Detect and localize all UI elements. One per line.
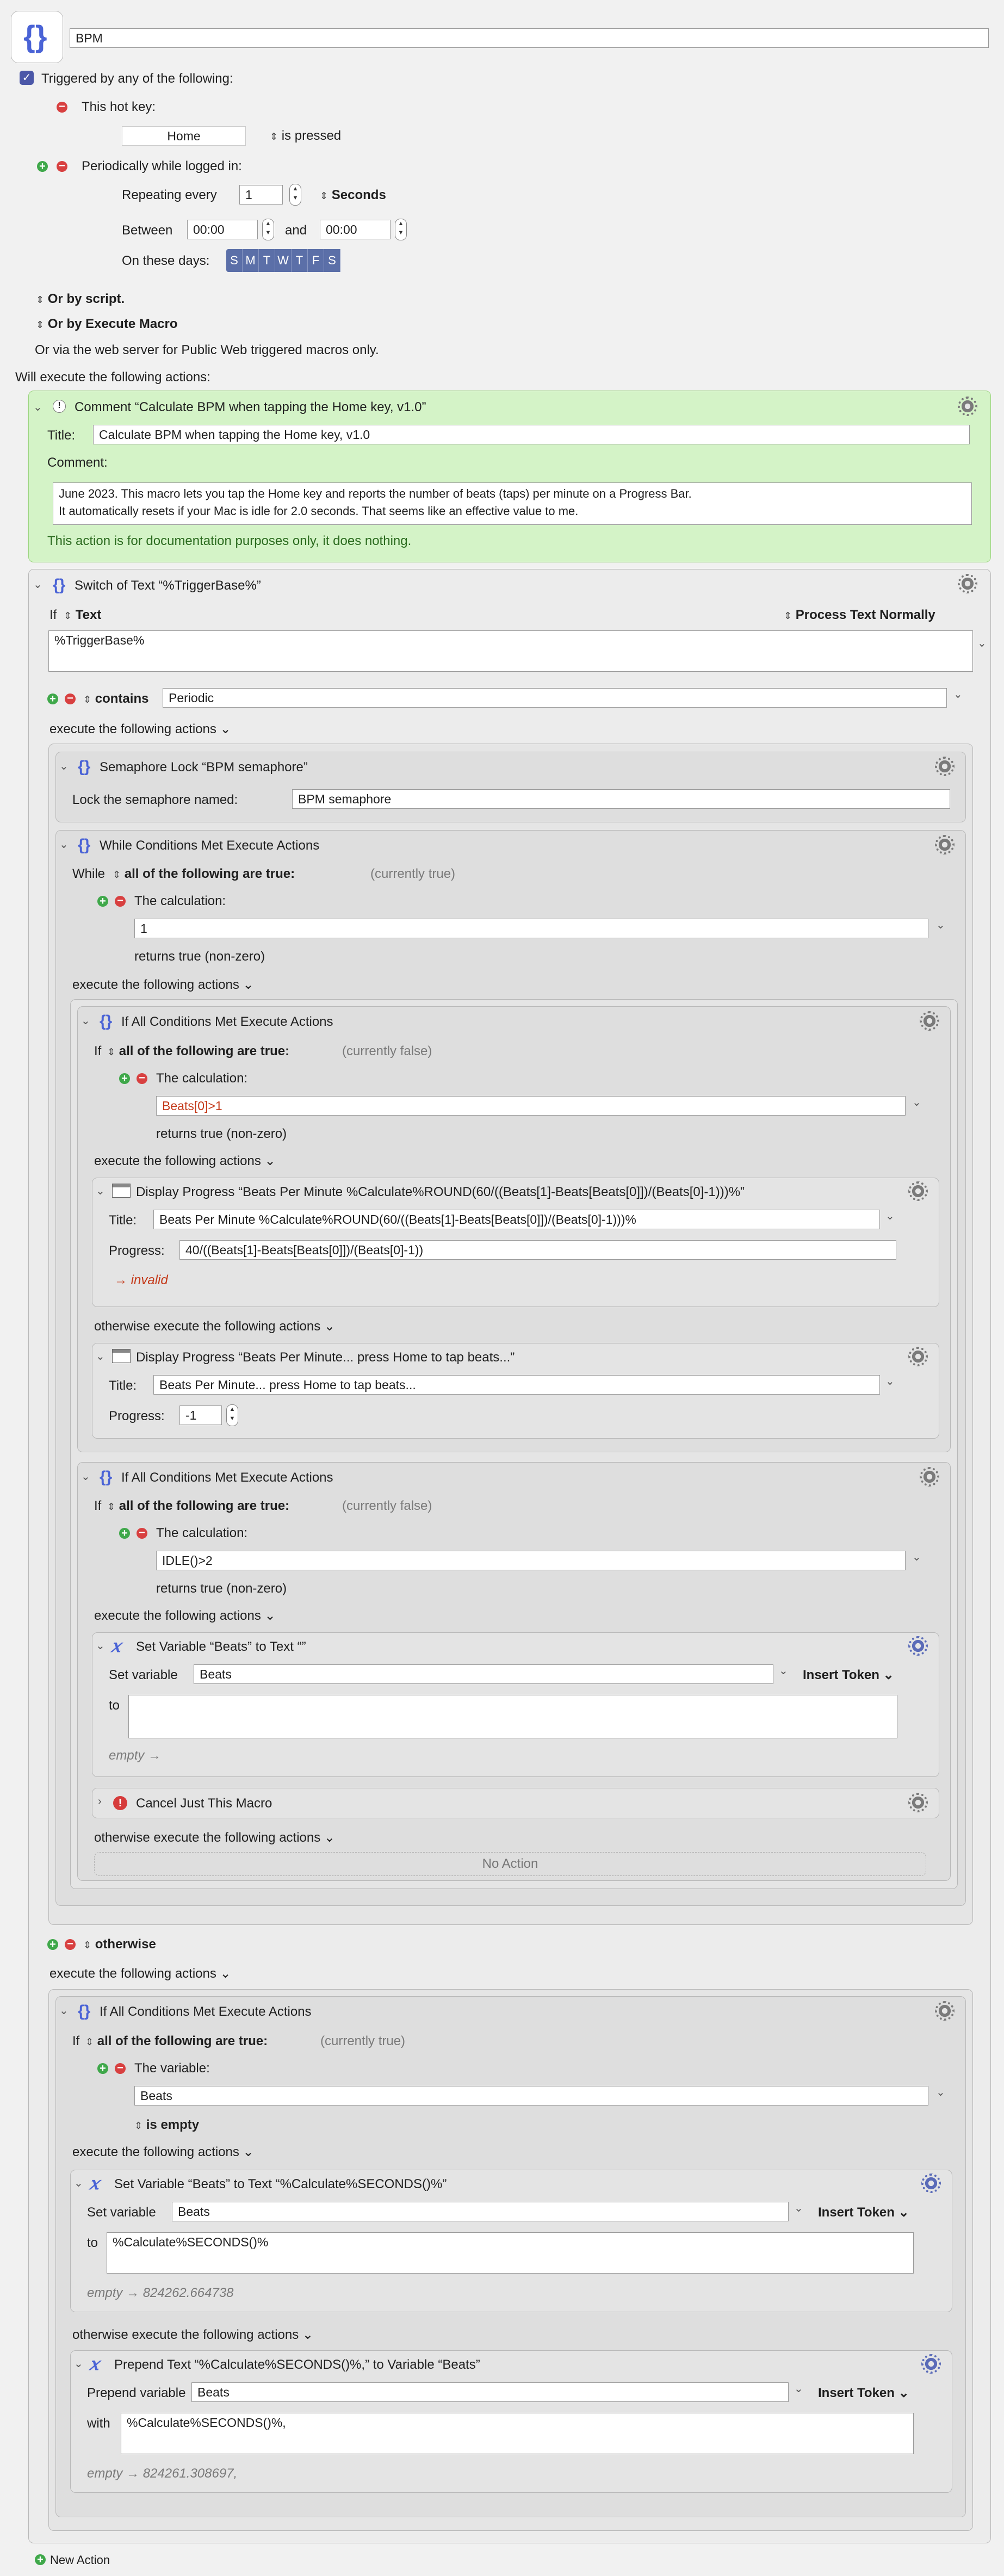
progress1-result: → invalid [114,1273,168,1287]
prepend-label: Prepend variable [87,2386,186,2400]
while-calc-field[interactable]: 1 [134,919,928,938]
setvar1-to-field[interactable] [128,1695,897,1738]
disclosure-chevron-icon[interactable]: ⌄ [74,2177,83,2189]
variable-x-icon: 𝑥 [89,2173,100,2194]
updown-icon: ⇕ [36,319,45,330]
disclosure-chevron-icon[interactable]: ⌄ [33,401,42,413]
gear-icon[interactable] [935,835,955,854]
progress2-stepper[interactable]: ▲ ▼ [226,1404,238,1426]
comment-text-area[interactable] [53,482,972,525]
chevron-down-icon: ⌄ [264,1608,276,1623]
updown-icon: ⇕ [320,190,329,201]
if2-status: (currently false) [342,1498,432,1513]
new-action-button[interactable]: New Action [50,2553,110,2567]
set-variable-action [70,2170,952,2312]
updown-icon: ⇕ [36,294,45,305]
if1-header: If All Conditions Met Execute Actions [121,1014,333,1029]
macro-icon [11,11,63,63]
if2-otherwise-label[interactable]: otherwise execute the following actions ⌄ [94,1830,336,1845]
between-start-stepper[interactable]: ▲ ▼ [262,219,274,240]
add-condition-button[interactable]: + [119,1073,130,1084]
if1-status: (currently false) [342,1044,432,1058]
while-action [55,830,966,1906]
semaphore-action [55,752,966,822]
repeating-stepper[interactable]: ▲ ▼ [289,184,301,206]
updown-icon: ⇕ [64,610,72,621]
remove-case-button[interactable]: − [65,693,76,704]
chevron-down-icon: ⌄ [220,722,231,736]
progress2-title-field[interactable]: Beats Per Minute... press Home to tap beats... [153,1375,880,1395]
if3-if-label: If [72,2034,80,2048]
window-icon [112,1184,131,1198]
progress2-progress-field[interactable]: -1 [179,1405,222,1425]
gear-icon[interactable] [908,1793,928,1812]
remove-condition-button[interactable]: − [115,2063,126,2074]
chevron-down-icon: ⌄ [898,2386,909,2400]
comment-line-1: June 2023. This macro lets you tap the Home key and reports the number of beats (taps) per minute on a Progress Bar. [59,487,692,500]
hotkey-state-popup[interactable]: ⇕ is pressed [270,128,342,143]
case-actions-container [48,744,973,1925]
disclosure-chevron-icon[interactable]: ⌄ [81,1471,90,1483]
remove-periodic-trigger[interactable]: − [57,161,67,172]
updown-icon: ⇕ [107,1046,116,1057]
updown-icon: ⇕ [113,869,121,880]
updown-icon: ⇕ [270,131,278,142]
disclosure-chevron-icon[interactable]: ⌄ [74,2358,83,2370]
add-condition-button[interactable]: + [97,896,108,907]
chevron-down-icon: ⌄ [220,1966,231,1981]
stop-icon: ! [113,1796,127,1810]
comment-action [28,391,991,562]
chevron-down-icon: ⌄ [243,2145,254,2159]
days-segmented-control [226,249,400,272]
gear-icon[interactable] [908,1636,928,1656]
if3-var-label: The variable: [134,2061,210,2076]
semaphore-label: Lock the semaphore named: [72,792,238,807]
braces-icon: {} [100,1012,113,1030]
add-trigger-button[interactable]: + [37,161,48,172]
updown-icon: ⇕ [134,2120,143,2131]
while-actions-container [70,999,958,1889]
comment-header: Comment “Calculate BPM when tapping the Home key, v1.0” [75,400,426,414]
chevron-down-icon[interactable]: ⌄ [912,1551,921,1563]
if1-execute-label[interactable]: execute the following actions ⌄ [94,1154,276,1168]
process-text-popup[interactable]: ⇕ Process Text Normally [784,608,935,622]
setvar2-insert-token[interactable]: Insert Token ⌄ [818,2205,909,2220]
comment-body-label: Comment: [47,455,108,470]
add-case-button[interactable]: + [47,693,58,704]
if1-calc-label: The calculation: [156,1071,248,1086]
disclosure-chevron-right-icon[interactable]: › [98,1795,102,1807]
progress2-progress-label: Progress: [109,1409,165,1423]
no-action-placeholder [94,1852,926,1876]
prepend-insert-token[interactable]: Insert Token ⌄ [818,2386,909,2400]
gear-icon[interactable] [958,397,977,416]
setvar2-to-label: to [87,2236,98,2250]
setvar1-insert-token[interactable]: Insert Token ⌄ [803,1668,894,1682]
if3-header: If All Conditions Met Execute Actions [100,2004,312,2019]
day-tuesday[interactable]: T [259,249,275,272]
between-end-stepper[interactable]: ▲ ▼ [395,219,407,240]
and-label: and [285,223,307,238]
chevron-down-icon[interactable]: ⌄ [936,2086,945,2098]
remove-condition-button[interactable]: − [137,1073,147,1084]
variable-x-icon: 𝑥 [111,1636,121,1656]
gear-icon[interactable] [921,2174,941,2193]
chevron-down-icon[interactable]: ⌄ [779,1665,788,1677]
comment-title-label: Title: [47,428,76,443]
comment-line-2: It automatically resets if your Mac is idle for 2.0 seconds. That seems like an effective value to me. [59,504,579,518]
progress1-title-field[interactable]: Beats Per Minute %Calculate%ROUND(60/((Beats[1]-Beats[Beats[0]])/(Beats[0]-1)))% [153,1210,880,1229]
gear-icon[interactable] [920,1467,939,1487]
setvar1-var-field[interactable]: Beats [194,1664,773,1684]
setvar2-header: Set Variable “Beats” to Text “%Calculate%SECONDS()%” [114,2177,447,2191]
comment-title-field[interactable]: Calculate BPM when tapping the Home key, v1.0 [93,425,970,444]
prepend-with-label: with [87,2416,110,2431]
switch-if-label: If [49,608,57,622]
day-saturday[interactable]: S [324,249,340,272]
between-label: Between [122,223,173,238]
between-end-field[interactable]: 00:00 [320,220,391,239]
cancel-macro-action [92,1788,939,1818]
or-by-execute-popup[interactable]: ⇕ Or by Execute Macro [36,317,178,331]
setvar1-header: Set Variable “Beats” to Text “” [136,1639,306,1654]
setvar1-to-label: to [109,1698,120,1713]
updown-icon: ⇕ [83,1940,92,1950]
if1-otherwise-label[interactable]: otherwise execute the following actions ⌄ [94,1319,336,1334]
semaphore-name-field[interactable]: BPM semaphore [292,789,950,809]
while-label: While [72,866,106,881]
prepend-var-field[interactable]: Beats [191,2382,789,2402]
day-wednesday[interactable]: W [275,249,292,272]
disclosure-chevron-icon[interactable]: ⌄ [96,1185,105,1197]
updown-icon: ⇕ [107,1501,116,1512]
will-execute-label: Will execute the following actions: [15,370,210,385]
progress1-title-label: Title: [109,1213,137,1228]
repeating-field[interactable]: 1 [239,185,283,205]
if3-is-empty-popup[interactable]: ⇕ is empty [134,2117,200,2132]
while-status: (currently true) [370,866,456,881]
chevron-down-icon: ⌄ [898,2205,909,2220]
updown-icon: ⇕ [83,694,92,705]
gear-icon[interactable] [958,574,977,593]
gear-icon[interactable] [908,1347,928,1366]
switch-text-field[interactable]: %TriggerBase% [48,630,973,672]
semaphore-header: Semaphore Lock “BPM semaphore” [100,760,308,775]
new-action-icon[interactable]: + [35,2554,46,2565]
while-execute-label[interactable]: execute the following actions ⌄ [72,977,254,992]
disclosure-chevron-icon[interactable]: ⌄ [59,760,69,772]
progress2-header: Display Progress “Beats Per Minute... press Home to tap beats...” [136,1350,515,1365]
periodic-label: Periodically while logged in: [82,159,242,174]
while-header: While Conditions Met Execute Actions [100,838,320,853]
between-start-field[interactable]: 00:00 [187,220,258,239]
add-condition-button[interactable]: + [97,2063,108,2074]
progress1-progress-label: Progress: [109,1243,165,1258]
if2-header: If All Conditions Met Execute Actions [121,1470,333,1485]
prepend-with-field[interactable]: %Calculate%SECONDS()%, [121,2413,914,2454]
if3-var-field[interactable]: Beats [134,2086,928,2106]
repeating-unit-popup[interactable]: ⇕ Seconds [320,188,386,202]
repeating-label: Repeating every [122,188,217,202]
if2-execute-label[interactable]: execute the following actions ⌄ [94,1608,276,1623]
comment-icon: ! [53,400,66,413]
if-beats-action [77,1006,951,1452]
chevron-down-icon: ⌄ [883,1668,894,1682]
add-case-button[interactable]: + [47,1939,58,1950]
chevron-down-icon: ⌄ [324,1319,336,1334]
if1-if-label: If [94,1044,102,1058]
day-thursday[interactable]: T [292,249,308,272]
or-web-label: Or via the web server for Public Web triggered macros only. [35,343,379,357]
triggered-checkbox[interactable]: ✓ [20,71,34,85]
switch-text-popup[interactable]: ⇕ Text [64,608,102,622]
day-friday[interactable]: F [308,249,324,272]
prepend-header: Prepend Text “%Calculate%SECONDS()%,” to Variable “Beats” [114,2357,480,2372]
otherwise-case-popup[interactable]: ⇕ otherwise [83,1937,156,1952]
chevron-down-icon[interactable]: ⌄ [977,637,987,649]
comment-footer: This action is for documentation purposes only, it does nothing. [47,534,412,548]
chevron-down-icon: ⌄ [302,2327,314,2342]
updown-icon: ⇕ [784,610,792,621]
if1-returns: returns true (non-zero) [156,1126,287,1141]
window-icon [112,1349,131,1363]
disclosure-chevron-icon[interactable]: ⌄ [59,2005,69,2017]
otherwise-execute-label[interactable]: execute the following actions ⌄ [49,1966,231,1981]
switch-header: Switch of Text “%TriggerBase%” [75,578,261,593]
setvar2-to-field[interactable]: %Calculate%SECONDS()% [107,2232,914,2274]
chevron-down-icon[interactable]: ⌄ [794,2383,803,2395]
if3-status: (currently true) [320,2034,406,2048]
braces-icon: {} [78,2002,91,2020]
case-execute-label[interactable]: execute the following actions ⌄ [49,722,231,736]
remove-hotkey-trigger[interactable]: − [57,102,67,113]
chevron-down-icon[interactable]: ⌄ [912,1097,921,1109]
braces-icon: {} [23,19,47,53]
disclosure-chevron-icon[interactable]: ⌄ [96,1351,105,1363]
progress1-progress-field[interactable]: 40/((Beats[1]-Beats[Beats[0]])/(Beats[0]-1)) [179,1240,896,1260]
if2-cond-popup[interactable]: ⇕ all of the following are true: [107,1498,290,1513]
disclosure-chevron-icon[interactable]: ⌄ [59,839,69,851]
setvar1-result: empty → [109,1748,162,1763]
if1-cond-popup[interactable]: ⇕ all of the following are true: [107,1044,290,1058]
if2-if-label: If [94,1498,102,1513]
chevron-down-icon[interactable]: ⌄ [885,1210,895,1222]
if2-calc-field[interactable]: IDLE()>2 [156,1551,906,1570]
disclosure-chevron-icon[interactable]: ⌄ [96,1640,105,1652]
braces-icon: {} [78,836,91,854]
display-progress-action [92,1178,939,1307]
prepend-variable-action [70,2350,952,2493]
gear-icon[interactable] [935,2001,955,2021]
if2-calc-label: The calculation: [156,1526,248,1540]
add-condition-button[interactable]: + [119,1528,130,1539]
gear-icon[interactable] [908,1181,928,1201]
day-sunday[interactable]: S [226,249,243,272]
chevron-down-icon: ⌄ [264,1154,276,1168]
if3-cond-popup[interactable]: ⇕ all of the following are true: [85,2034,268,2048]
cancel-header: Cancel Just This Macro [136,1796,272,1811]
disclosure-chevron-icon[interactable]: ⌄ [81,1015,90,1027]
setvar2-result: empty → 824262.664738 [87,2286,234,2300]
hotkey-field[interactable]: Home [122,126,246,146]
days-label: On these days: [122,253,210,268]
if-idle-action [77,1462,951,1881]
if2-returns: returns true (non-zero) [156,1581,287,1596]
case-value-field[interactable]: Periodic [163,688,947,708]
chevron-down-icon: ⌄ [324,1830,336,1845]
gear-icon[interactable] [920,1011,939,1031]
gear-icon[interactable] [921,2354,941,2374]
case-contains-popup[interactable]: ⇕ contains [83,691,149,706]
if-beats-empty-action [55,1996,966,2517]
set-variable-action [92,1632,939,1777]
setvar1-set-label: Set variable [109,1668,178,1682]
chevron-down-icon[interactable]: ⌄ [794,2202,803,2214]
if3-execute-label[interactable]: execute the following actions ⌄ [72,2145,254,2159]
triggered-header: Triggered by any of the following: [41,71,233,86]
setvar2-set-label: Set variable [87,2205,156,2220]
variable-x-icon: 𝑥 [89,2354,100,2374]
remove-condition-button[interactable]: − [115,896,126,907]
switch-action [28,569,991,2543]
if3-otherwise-label[interactable]: otherwise execute the following actions ⌄ [72,2327,314,2342]
while-returns: returns true (non-zero) [134,949,265,964]
chevron-down-icon[interactable]: ⌄ [885,1376,895,1388]
setvar2-var-field[interactable]: Beats [172,2202,789,2221]
braces-icon: {} [100,1468,113,1486]
remove-condition-button[interactable]: − [137,1528,147,1539]
otherwise-actions-container [48,1989,973,2531]
disclosure-chevron-icon[interactable]: ⌄ [33,579,42,591]
chevron-down-icon[interactable]: ⌄ [936,919,945,931]
day-monday[interactable]: M [243,249,259,272]
prepend-result: empty → 824261.308697, [87,2466,238,2481]
braces-icon: {} [53,576,66,594]
chevron-down-icon[interactable]: ⌄ [953,689,963,701]
macro-name-field[interactable]: BPM [70,28,989,48]
progress1-header: Display Progress “Beats Per Minute %Calculate%ROUND(60/((Beats[1]-Beats[Beats[0]])/(Beats[0]-1)))%” [136,1185,745,1199]
updown-icon: ⇕ [85,2036,94,2047]
if1-calc-field[interactable]: Beats[0]>1 [156,1096,906,1116]
progress2-title-label: Title: [109,1378,137,1393]
no-action-label: No Action [482,1856,538,1871]
remove-case-button[interactable]: − [65,1939,76,1950]
display-progress-action [92,1343,939,1439]
while-calc-label: The calculation: [134,894,226,908]
gear-icon[interactable] [935,757,955,776]
hotkey-label: This hot key: [82,100,156,114]
or-by-script-popup[interactable]: ⇕ Or by script. [36,292,125,306]
braces-icon: {} [78,758,91,776]
chevron-down-icon: ⌄ [243,977,254,992]
while-cond-popup[interactable]: ⇕ all of the following are true: [113,866,295,881]
